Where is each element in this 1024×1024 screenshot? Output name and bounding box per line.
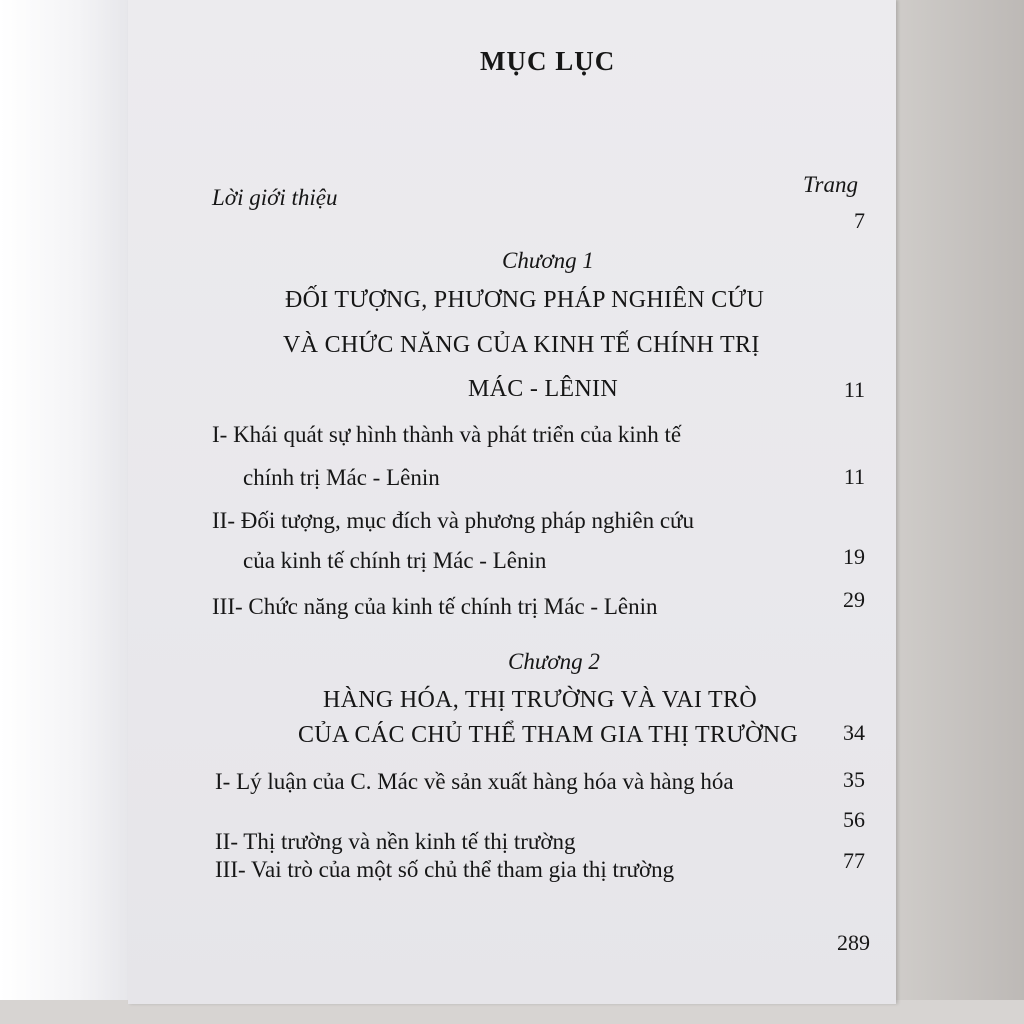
toc-entry-1-1-page: 11 (843, 464, 865, 489)
toc-entry-2-1-page: 35 (843, 767, 865, 792)
page-title: MỤC LỤC (480, 46, 616, 76)
background-right (895, 0, 1024, 1024)
toc-entry-2-2-page: 56 (843, 807, 865, 832)
toc-entry-1-2-page: 19 (843, 544, 865, 569)
chapter-1-label: Chương 1 (502, 248, 594, 273)
toc-entry-2-3-page: 77 (843, 848, 865, 873)
chapter-1-title-line-2: VÀ CHỨC NĂNG CỦA KINH TẾ CHÍNH TRỊ (283, 332, 760, 358)
toc-entry-1-2-line-1: II- Đối tượng, mục đích và phương pháp nghiên cứu (212, 508, 695, 533)
page-column-header: Trang (803, 172, 858, 197)
toc-intro-label: Lời giới thiệu (212, 185, 338, 210)
toc-entry-1-1-line-1: I- Khái quát sự hình thành và phát triển của kinh tế (212, 422, 682, 447)
chapter-1-title-line-1: ĐỐI TƯỢNG, PHƯƠNG PHÁP NGHIÊN CỨU (285, 287, 765, 313)
chapter-2-title-line-1: HÀNG HÓA, THỊ TRƯỜNG VÀ VAI TRÒ (323, 687, 757, 713)
toc-entry-2-3: III- Vai trò của một số chủ thể tham gia thị trường (215, 857, 675, 882)
toc-entry-1-3: III- Chức năng của kinh tế chính trị Mác - Lênin (212, 594, 658, 619)
toc-entry-1-3-page: 29 (843, 587, 865, 612)
chapter-2-page: 34 (843, 720, 865, 745)
page-number: 289 (837, 930, 870, 955)
toc-entry-1-2-line-2: của kinh tế chính trị Mác - Lênin (243, 548, 547, 573)
chapter-1-title-line-3: MÁC - LÊNIN (468, 376, 618, 402)
background-left (0, 0, 130, 1024)
toc-entry-2-1: I- Lý luận của C. Mác về sản xuất hàng hóa và hàng hóa (215, 769, 734, 794)
chapter-1-page: 11 (843, 377, 865, 402)
chapter-2-label: Chương 2 (508, 649, 600, 674)
toc-entry-1-1-line-2: chính trị Mác - Lênin (243, 465, 440, 490)
toc-entry-2-2: II- Thị trường và nền kinh tế thị trường (215, 829, 576, 854)
toc-intro-page: 7 (854, 208, 865, 233)
chapter-2-title-line-2: CỦA CÁC CHỦ THỂ THAM GIA THỊ TRƯỜNG (298, 722, 799, 748)
